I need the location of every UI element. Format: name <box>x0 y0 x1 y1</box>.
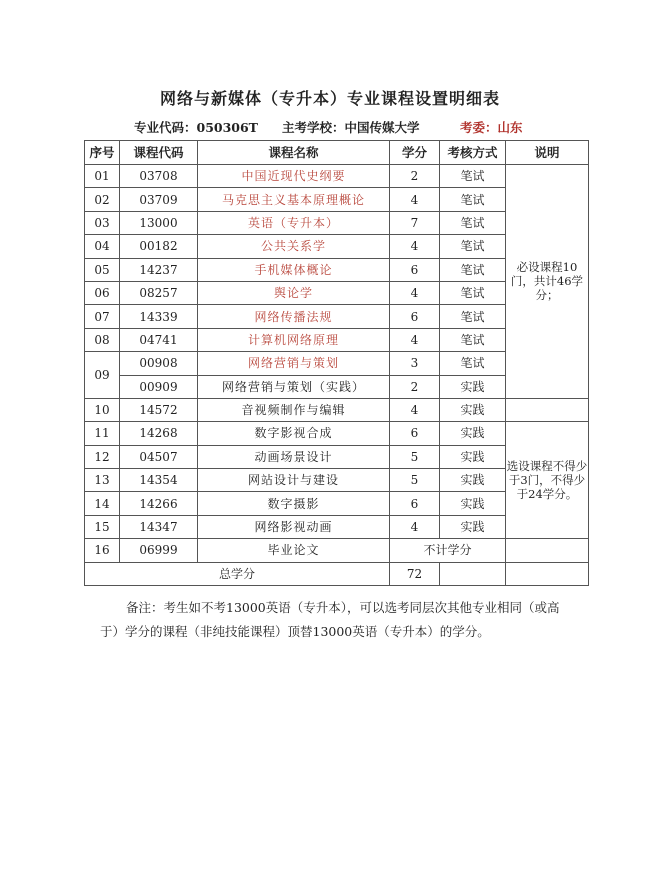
cell-code: 04507 <box>120 445 198 468</box>
cell-name: 网络影视动画 <box>198 515 390 538</box>
header-credit: 学分 <box>390 141 440 165</box>
header-name: 课程名称 <box>198 141 390 165</box>
cell-method: 实践 <box>440 492 506 515</box>
cell-credit: 4 <box>390 281 440 304</box>
cell-method: 实践 <box>440 375 506 398</box>
cell-name: 公共关系学 <box>198 235 390 258</box>
total-label: 总学分 <box>85 562 390 585</box>
cell-note-empty <box>506 398 589 421</box>
cell-name: 数字摄影 <box>198 492 390 515</box>
cell-code: 00909 <box>120 375 198 398</box>
cell-no: 08 <box>85 328 120 351</box>
cell-no: 11 <box>85 422 120 445</box>
cell-note-empty <box>506 539 589 562</box>
cell-code: 14339 <box>120 305 198 328</box>
cell-name: 网络营销与策划 <box>198 352 390 375</box>
major-code: 专业代码：050306T <box>134 120 258 135</box>
cell-no: 05 <box>85 258 120 281</box>
cell-method: 笔试 <box>440 188 506 211</box>
cell-credit: 不计学分 <box>390 539 506 562</box>
cell-credit: 4 <box>390 398 440 421</box>
cell-credit: 6 <box>390 422 440 445</box>
course-table <box>84 140 589 586</box>
cell-no: 03 <box>85 211 120 234</box>
cell-credit: 4 <box>390 328 440 351</box>
cell-method: 实践 <box>440 422 506 445</box>
cell-name: 马克思主义基本原理概论 <box>198 188 390 211</box>
cell-method: 笔试 <box>440 281 506 304</box>
table-row <box>85 422 589 445</box>
cell-method: 笔试 <box>440 352 506 375</box>
cell-credit: 5 <box>390 469 440 492</box>
cell-no: 16 <box>85 539 120 562</box>
total-row <box>85 562 589 585</box>
cell-name: 网络传播法规 <box>198 305 390 328</box>
meta-line <box>130 118 590 136</box>
cell-code: 00908 <box>120 352 198 375</box>
cell-name: 英语（专升本） <box>198 211 390 234</box>
cell-no: 10 <box>85 398 120 421</box>
table-header-row <box>85 141 589 165</box>
cell-name: 网络营销与策划（实践） <box>198 375 390 398</box>
cell-name: 计算机网络原理 <box>198 328 390 351</box>
cell-code: 14347 <box>120 515 198 538</box>
cell-no: 14 <box>85 492 120 515</box>
note-elective: 选设课程不得少于3门，不得少于24学分。 <box>506 422 589 539</box>
cell-method: 笔试 <box>440 165 506 188</box>
exam-school: 主考学校：中国传媒大学 <box>282 120 420 135</box>
cell-code: 13000 <box>120 211 198 234</box>
cell-credit: 4 <box>390 235 440 258</box>
page-title: 网络与新媒体（专升本）专业课程设置明细表 <box>159 89 500 108</box>
cell-no: 06 <box>85 281 120 304</box>
cell-credit: 6 <box>390 492 440 515</box>
cell-no: 07 <box>85 305 120 328</box>
cell-no: 09 <box>85 352 120 399</box>
cell-credit: 2 <box>390 375 440 398</box>
table-row <box>85 398 589 421</box>
cell-no: 15 <box>85 515 120 538</box>
cell-credit: 3 <box>390 352 440 375</box>
cell-code: 04741 <box>120 328 198 351</box>
table-row <box>85 165 589 188</box>
cell-name: 音视频制作与编辑 <box>198 398 390 421</box>
cell-no: 01 <box>85 165 120 188</box>
cell-no: 12 <box>85 445 120 468</box>
total-value: 72 <box>390 562 440 585</box>
cell-code: 14354 <box>120 469 198 492</box>
cell-method: 实践 <box>440 445 506 468</box>
cell-name: 动画场景设计 <box>198 445 390 468</box>
cell-name: 数字影视合成 <box>198 422 390 445</box>
cell-credit: 7 <box>390 211 440 234</box>
cell-no: 13 <box>85 469 120 492</box>
header-note: 说明 <box>506 141 589 165</box>
cell-code: 00182 <box>120 235 198 258</box>
cell-no: 02 <box>85 188 120 211</box>
cell-code: 14268 <box>120 422 198 445</box>
cell-empty <box>440 562 506 585</box>
cell-method: 笔试 <box>440 258 506 281</box>
cell-code: 03709 <box>120 188 198 211</box>
cell-method: 实践 <box>440 469 506 492</box>
cell-code: 06999 <box>120 539 198 562</box>
cell-code: 14572 <box>120 398 198 421</box>
cell-code: 08257 <box>120 281 198 304</box>
table-row <box>85 539 589 562</box>
cell-method: 实践 <box>440 515 506 538</box>
header-method: 考核方式 <box>440 141 506 165</box>
header-code: 课程代码 <box>120 141 198 165</box>
cell-method: 笔试 <box>440 328 506 351</box>
cell-credit: 2 <box>390 165 440 188</box>
cell-credit: 4 <box>390 515 440 538</box>
cell-code: 14266 <box>120 492 198 515</box>
exam-board: 考委：山东 <box>460 120 523 135</box>
cell-credit: 6 <box>390 258 440 281</box>
cell-credit: 5 <box>390 445 440 468</box>
cell-empty <box>506 562 589 585</box>
remark-note: 备注：考生如不考13000英语（专升本），可以选考同层次其他专业相同（或高于）学分的课程（非纯技能课程）顶替13000英语（专升本）的学分。 <box>100 600 560 639</box>
cell-credit: 6 <box>390 305 440 328</box>
cell-method: 实践 <box>440 398 506 421</box>
cell-method: 笔试 <box>440 305 506 328</box>
header-no: 序号 <box>85 141 120 165</box>
cell-name: 舆论学 <box>198 281 390 304</box>
cell-no: 04 <box>85 235 120 258</box>
note-required: 必设课程10门，共计46学分； <box>506 165 589 399</box>
cell-method: 笔试 <box>440 211 506 234</box>
cell-code: 14237 <box>120 258 198 281</box>
cell-name: 网站设计与建设 <box>198 469 390 492</box>
cell-name: 中国近现代史纲要 <box>198 165 390 188</box>
cell-name: 手机媒体概论 <box>198 258 390 281</box>
cell-code: 03708 <box>120 165 198 188</box>
cell-credit: 4 <box>390 188 440 211</box>
cell-method: 笔试 <box>440 235 506 258</box>
cell-name: 毕业论文 <box>198 539 390 562</box>
